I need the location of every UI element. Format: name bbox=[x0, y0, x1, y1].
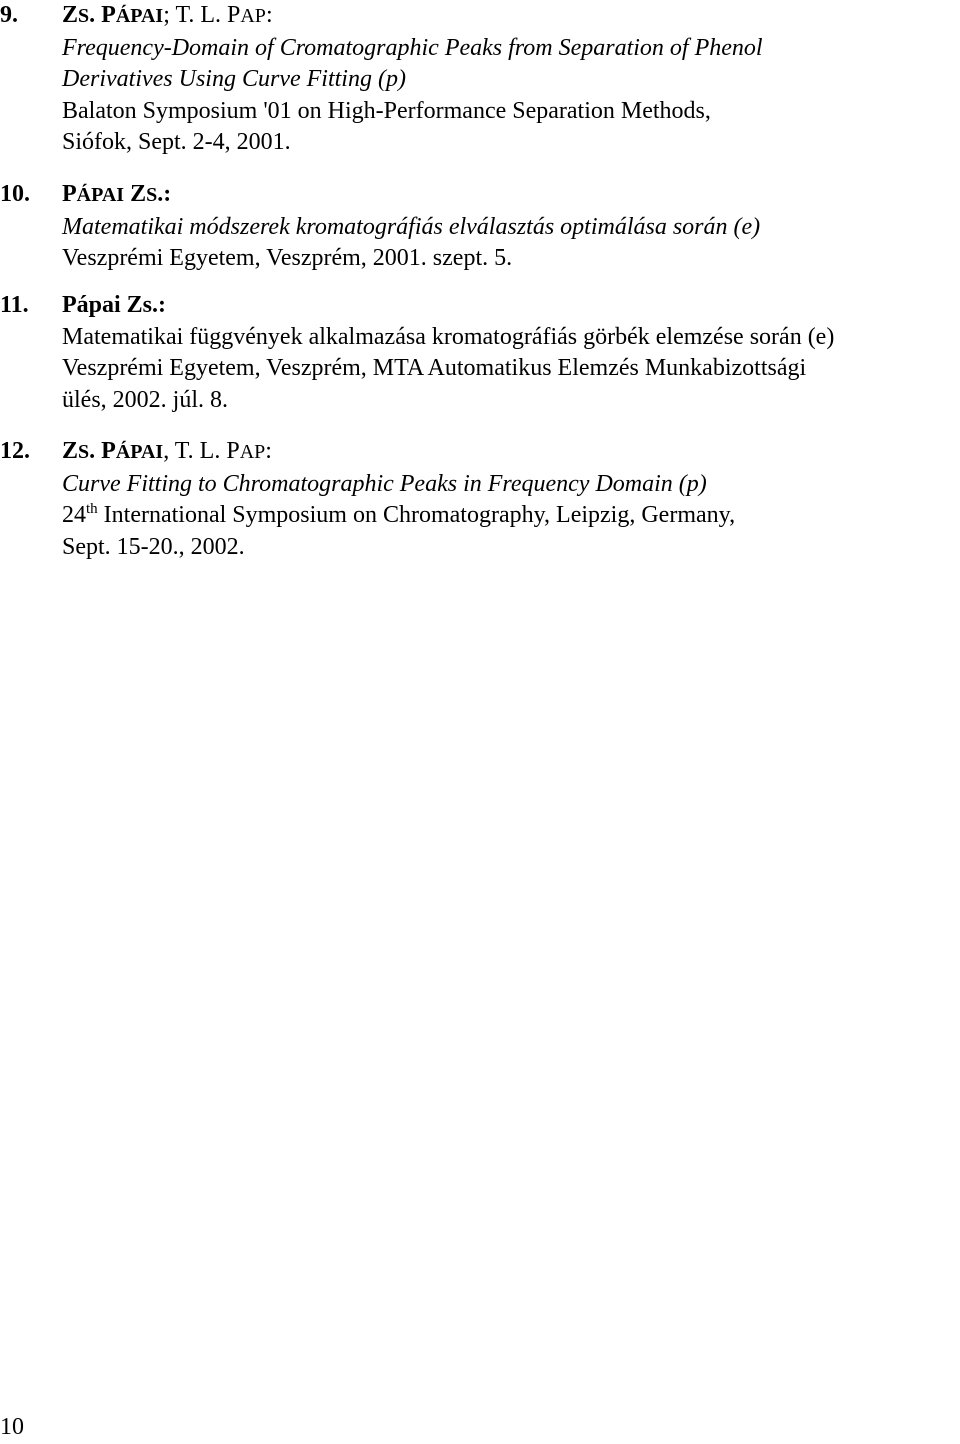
entry-venue-line: Veszprémi Egyetem, Veszprém, MTA Automatikus Elemzés Munkabizottsági bbox=[62, 355, 807, 381]
entry-authors: PÁPAI ZS.: bbox=[62, 181, 172, 207]
entry-venue-line: 24th International Symposium on Chromatography, Leipzig, Germany, bbox=[62, 501, 736, 528]
entry-authors: ZS. PÁPAI bbox=[62, 438, 164, 464]
entry-venue-line: ülés, 2002. júl. 8. bbox=[62, 386, 228, 413]
entry-authors: ZS. PÁPAI bbox=[62, 2, 164, 28]
publication-entry-9 bbox=[0, 0, 958, 159]
entry-title-line: Derivatives Using Curve Fitting (p) bbox=[62, 66, 406, 92]
entry-header: 12. ZS. PÁPAI, T. L. PAP: bbox=[0, 436, 958, 469]
entry-title-line: Matematikai függvények alkalmazása kromatográfiás görbék elemzése során (e) bbox=[62, 323, 835, 350]
entry-venue-line: Sept. 15-20., 2002. bbox=[62, 533, 245, 560]
entry-header: 9. ZS. PÁPAI; T. L. PAP: bbox=[0, 0, 958, 33]
publication-entry-10 bbox=[0, 179, 958, 275]
entry-number: 12. bbox=[0, 438, 30, 464]
entry-venue-line: Veszprémi Egyetem, Veszprém, 2001. szept. 5. bbox=[62, 245, 513, 271]
publication-entry-11 bbox=[0, 290, 958, 416]
entry-authors: Pápai Zs.: bbox=[62, 292, 167, 318]
entry-venue-line: Balaton Symposium '01 on High-Performance Separation Methods, bbox=[62, 97, 711, 124]
entry-venue-line: Siófok, Sept. 2-4, 2001. bbox=[62, 129, 291, 155]
ordinal-superscript: th bbox=[86, 501, 98, 517]
entry-number: 10. bbox=[0, 181, 30, 207]
entry-number: 11. bbox=[0, 292, 29, 318]
entry-title-line: Matematikai módszerek kromatográfiás elválasztás optimálása során (e) bbox=[62, 213, 761, 240]
publication-entry-12 bbox=[0, 436, 958, 563]
entry-number: 9. bbox=[0, 2, 18, 28]
entry-header bbox=[0, 290, 958, 322]
entry-header bbox=[0, 179, 958, 212]
entry-title-line: Frequency-Domain of Cromatographic Peaks from Separation of Phenol bbox=[62, 34, 763, 61]
page-number: 10 bbox=[0, 1414, 24, 1440]
entry-title-line: Curve Fitting to Chromatographic Peaks in Frequency Domain (p) bbox=[62, 470, 707, 497]
